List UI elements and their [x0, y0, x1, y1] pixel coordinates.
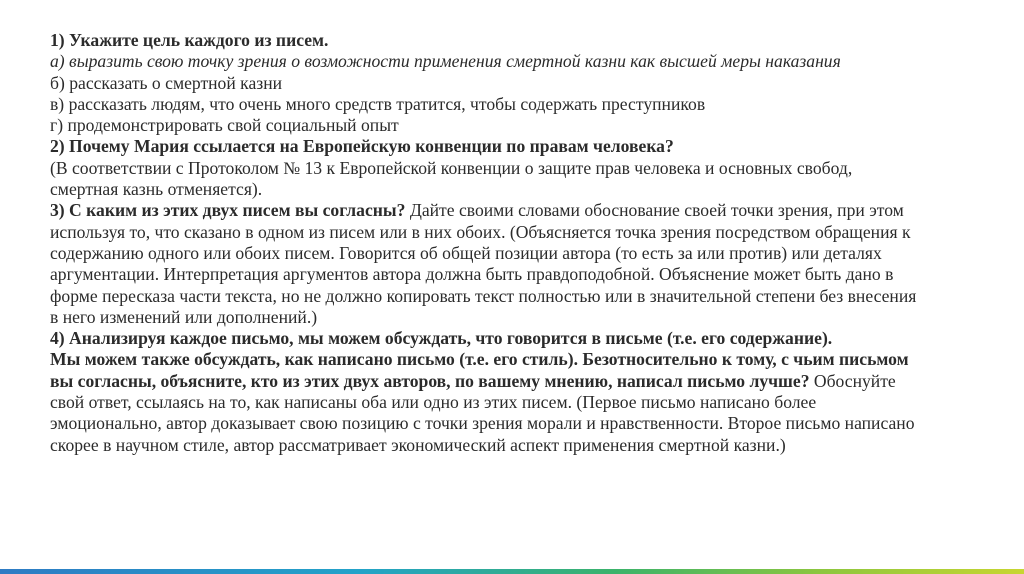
q4-heading-line1: 4) Анализируя каждое письмо, мы можем обсуждать, что говорится в письме (т.е. его содержание). [50, 328, 833, 349]
q3-line1-rest: Дайте своими словами обоснование своей точки зрения, при этом [405, 200, 904, 221]
bottom-accent-bar [0, 569, 1024, 574]
q3-line4: аргументации. Интерпретация аргументов автора должна быть правдоподобной. Объяснение может быть дано в [50, 264, 894, 285]
q4-heading-line2: Мы можем также обсуждать, как написано письмо (т.е. его стиль). Безотносительно к тому, с чьим письмом [50, 349, 909, 370]
q3-line1 [50, 200, 1000, 221]
q4-line4: свой ответ, ссылаясь на то, как написаны оба или одно из этих писем. (Первое письмо написано более [50, 392, 817, 413]
q1-option-b: б) рассказать о смертной казни [50, 72, 283, 93]
q1-heading: 1) Укажите цель каждого из писем. [50, 30, 329, 50]
q3-heading: 3) С каким из этих двух писем вы согласны? [50, 200, 406, 221]
q1-option-a: а) выразить свою точку зрения о возможности применения смертной казни как высшей меры наказания [50, 51, 841, 72]
q3-line5: форме пересказа части текста, но не должно копировать текст полностью или в значительной степени без внесения [50, 285, 917, 306]
q4-line3-rest: Обоснуйте [809, 370, 896, 391]
q1-option-d: г) продемонстрировать свой социальный опыт [50, 115, 399, 136]
q2-answer-line1: (В соответствии с Протоколом № 13 к Европейской конвенции о защите прав человека и основных свобод, [50, 157, 853, 178]
q4-line3 [50, 371, 1000, 392]
q2-answer-line2: смертная казнь отменяется). [50, 179, 263, 200]
q4-line5: эмоционально, автор доказывает свою позицию с точки зрения морали и нравственности. Второе письмо написано [50, 413, 915, 434]
q4-heading-line3: вы согласны, объясните, кто из этих двух авторов, по вашему мнению, написал письмо лучше? [50, 370, 810, 391]
q4-line6: скорее в научном стиле, автор рассматривает экономический аспект применения смертной казни.) [50, 434, 786, 455]
q3-line2: используя то, что сказано в одном из писем или в них обоих. (Объясняется точка зрения посредством обращения к [50, 221, 911, 242]
q2-heading: 2) Почему Мария ссылается на Европейскую конвенции по правам человека? [50, 136, 674, 157]
q1-option-c: в) рассказать людям, что очень много средств тратится, чтобы содержать преступников [50, 93, 706, 114]
slide-content [50, 30, 1000, 456]
q3-line6: в него изменений или дополнений.) [50, 306, 318, 327]
q3-line3: содержанию одного или обоих писем. Говорится об общей позиции автора (то есть за или против) или деталях [50, 242, 882, 263]
